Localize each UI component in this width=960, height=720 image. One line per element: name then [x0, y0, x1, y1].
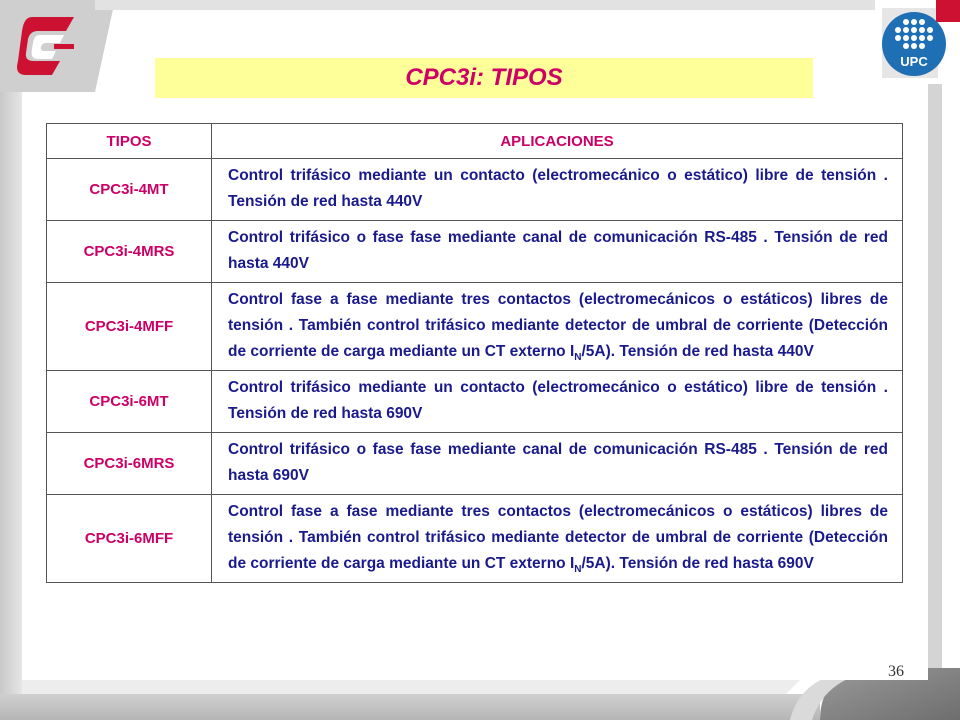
table-row	[47, 283, 903, 371]
table-row	[47, 433, 903, 495]
tipo-cell: CPC3i-4MRS	[47, 221, 212, 283]
aplicacion-subscript: N	[574, 564, 582, 576]
company-logo	[16, 15, 76, 77]
upc-logo	[876, 0, 960, 84]
aplicacion-text-end: /5A). Tensión de red hasta 440V	[581, 343, 814, 360]
upc-logo-text: UPC	[900, 54, 928, 69]
page-title: CPC3i: TIPOS	[405, 64, 563, 91]
table-row	[47, 159, 903, 221]
tipo-cell: CPC3i-4MT	[47, 159, 212, 221]
tipo-cell: CPC3i-6MRS	[47, 433, 212, 495]
upc-logo-icon	[876, 0, 960, 84]
aplicacion-text: Control fase a fase mediante tres contactos (electromecánicos o estáticos) libres de tensión . También control trifásico mediante detector de umbral de corriente (Detección de corriente de carga mediante un CT externo I	[228, 291, 888, 360]
aplicacion-cell	[212, 495, 903, 583]
aplicacion-text-end: /5A). Tensión de red hasta 690V	[581, 555, 814, 572]
page-number: 36	[888, 663, 904, 680]
aplicacion-subscript: N	[574, 352, 582, 364]
title-banner	[155, 58, 813, 98]
header-aplicaciones: APLICACIONES	[212, 124, 903, 159]
aplicacion-cell: Control trifásico mediante un contacto (electromecánico o estático) libre de tensión . Tensión de red hasta 690V	[212, 371, 903, 433]
header-tipos: TIPOS	[47, 124, 212, 159]
tipo-cell: CPC3i-6MFF	[47, 495, 212, 583]
circutor-logo-icon	[16, 15, 76, 77]
tipos-table	[46, 123, 903, 583]
table-row	[47, 221, 903, 283]
table-row	[47, 495, 903, 583]
aplicacion-cell: Control trifásico o fase fase mediante canal de comunicación RS-485 . Tensión de red hasta 440V	[212, 221, 903, 283]
table-header-row	[47, 124, 903, 159]
aplicacion-cell: Control trifásico o fase fase mediante canal de comunicación RS-485 . Tensión de red hasta 690V	[212, 433, 903, 495]
aplicacion-cell	[212, 283, 903, 371]
tipo-cell: CPC3i-4MFF	[47, 283, 212, 371]
table-row	[47, 371, 903, 433]
aplicacion-cell: Control trifásico mediante un contacto (electromecánico o estático) libre de tensión . Tensión de red hasta 440V	[212, 159, 903, 221]
tipo-cell: CPC3i-6MT	[47, 371, 212, 433]
aplicacion-text: Control fase a fase mediante tres contactos (electromecánicos o estáticos) libres de tensión . También control trifásico mediante detector de umbral de corriente (Detección de corriente de carga mediante un CT externo I	[228, 503, 888, 572]
